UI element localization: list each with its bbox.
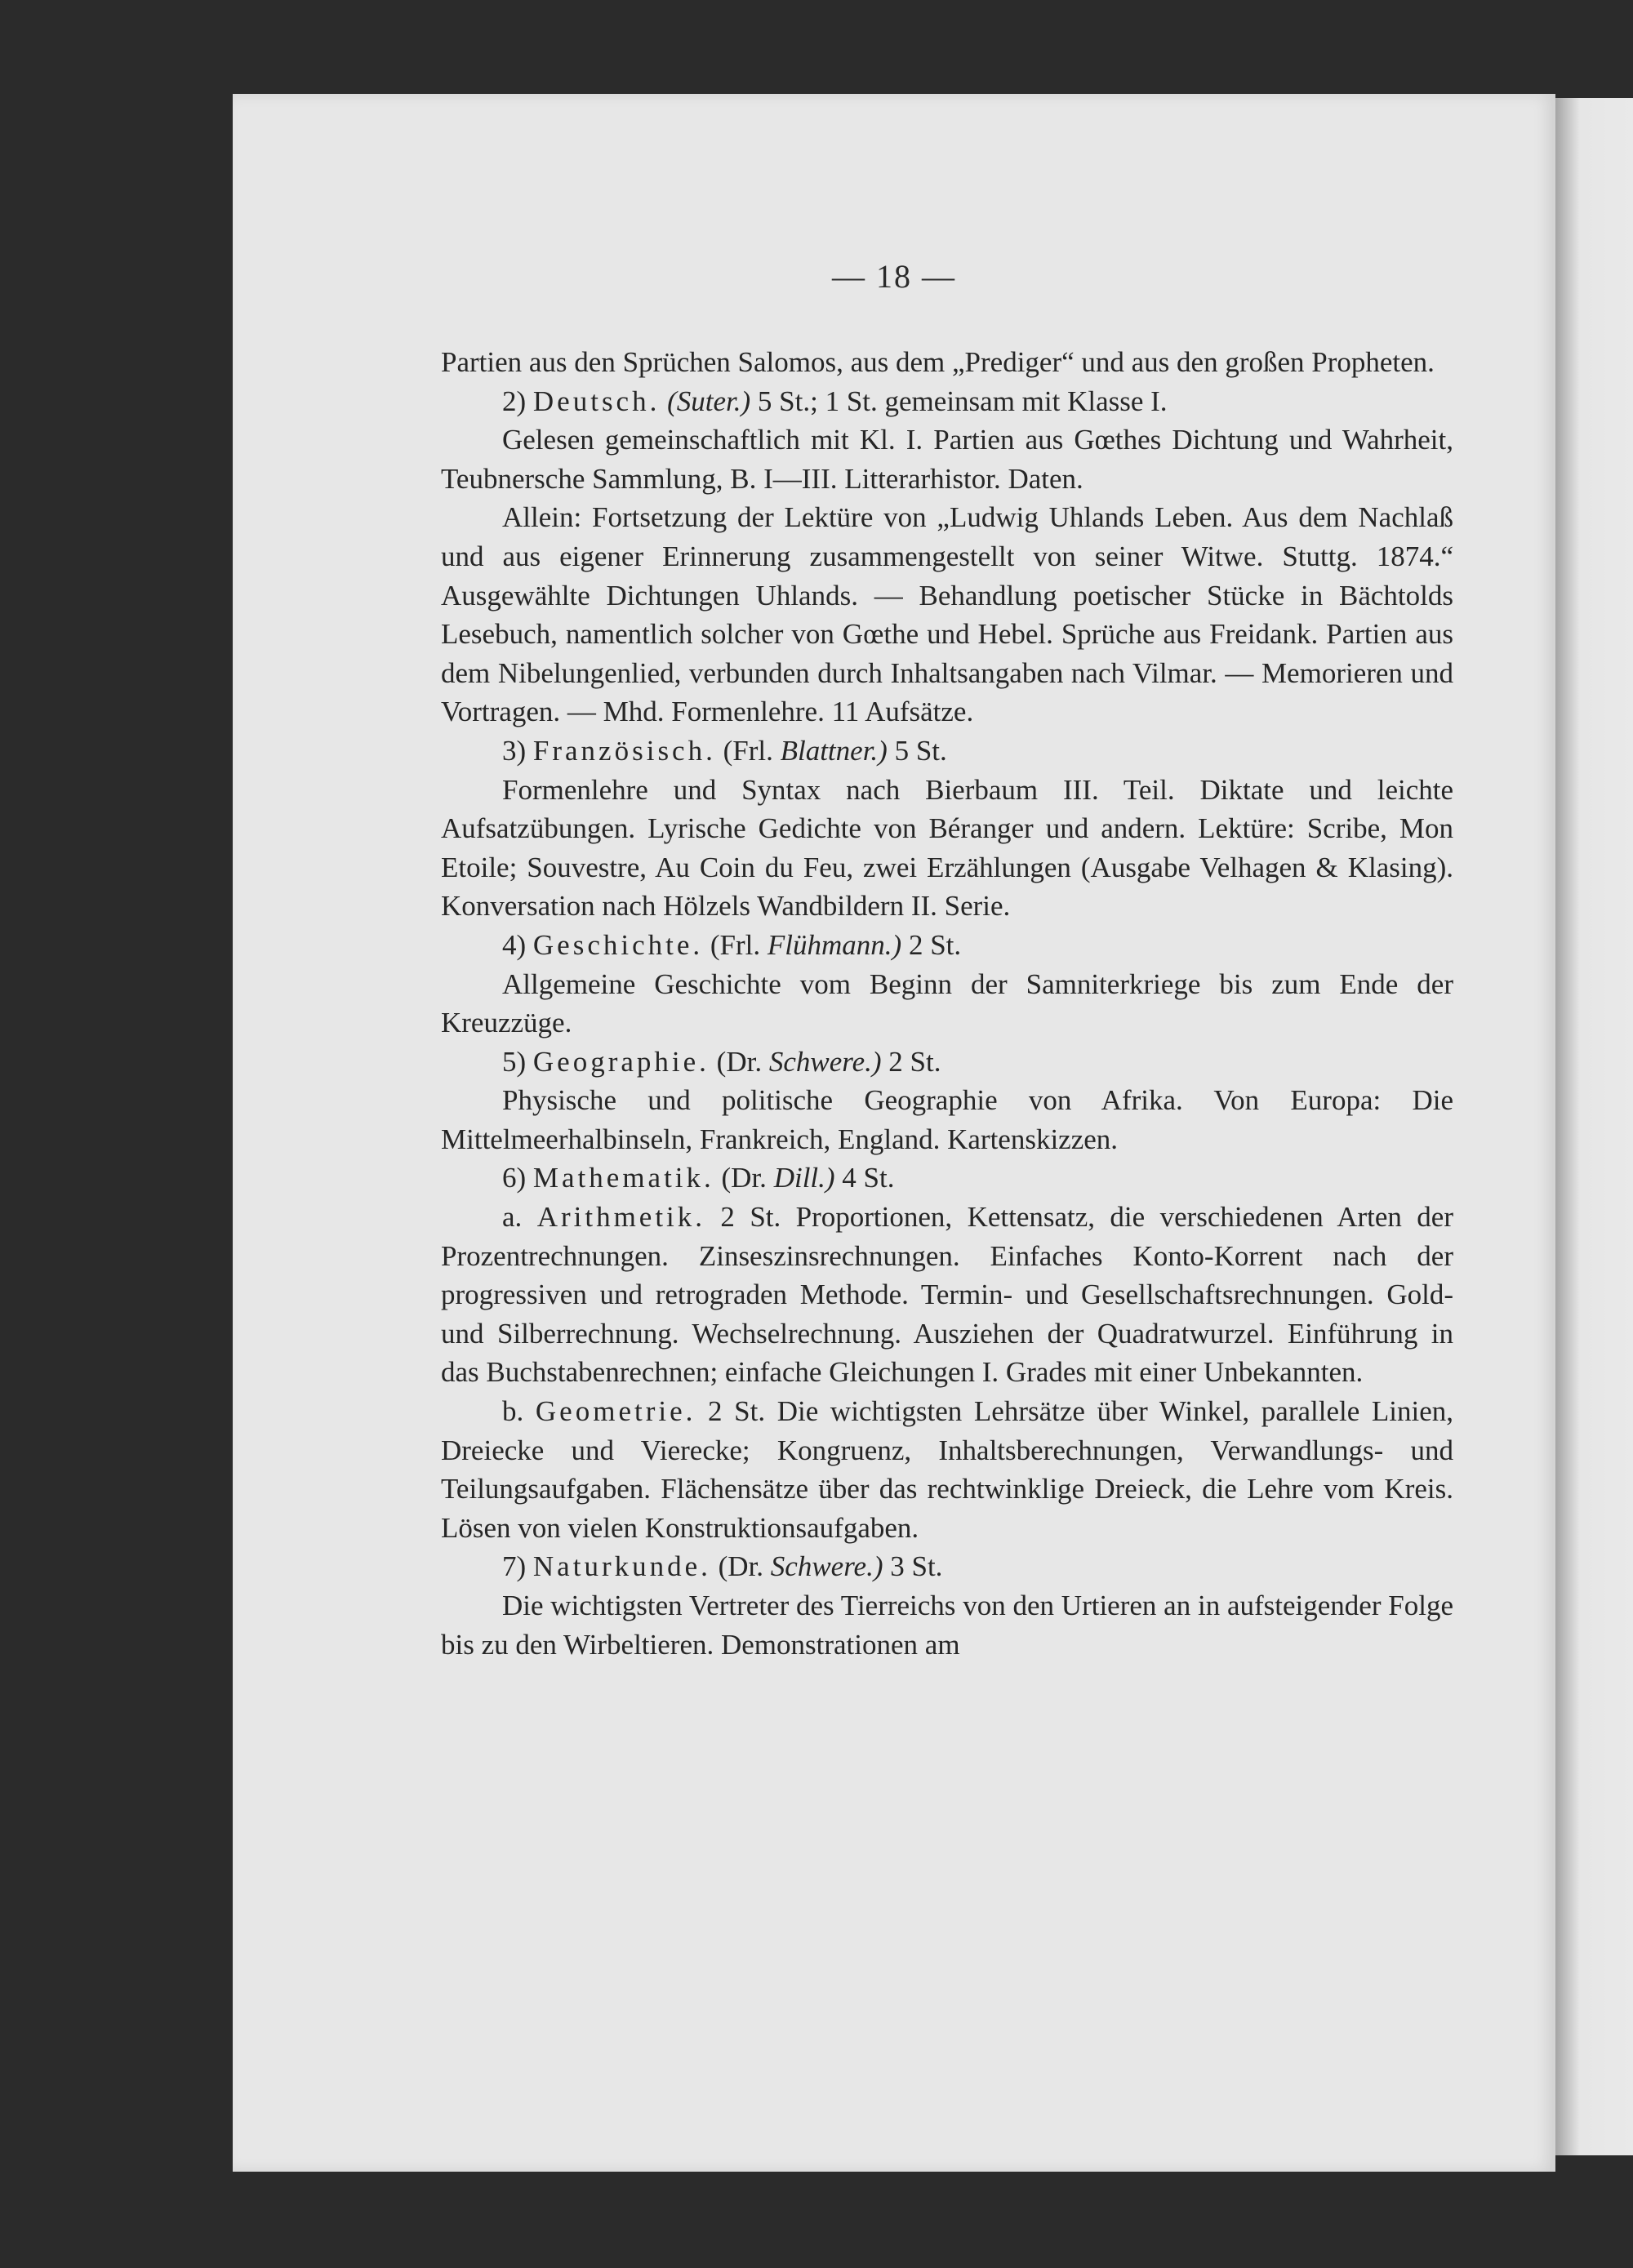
hours-info: 5 St.; 1 St. gemeinsam mit Klasse I. <box>750 385 1168 417</box>
paragraph-deutsch-2: Allein: Fortsetzung der Lektüre von „Ludwig Uhlands Leben. Aus dem Nachlaß und aus eigener Erinnerung zusammengestellt von seiner Witwe. Stuttg. 1874.“ Ausgewählte Dichtungen Uhlands. — Behandlung poetischer Stücke in Bächtolds Lesebuch, namentlich solcher von Gœthe und Hebel. Sprüche aus Freidank. Partien aus dem Nibelungenlied, verbunden durch Inhaltsangaben nach Vilmar. — Memorieren und Vortragen. — Mhd. Formenlehre. 11 Aufsätze. <box>441 501 1453 728</box>
subsection-label: b. <box>502 1395 536 1428</box>
subject-name: Geschichte. <box>532 928 704 961</box>
teacher-name: Schwere.) <box>768 1045 882 1078</box>
subject-name: Mathematik. <box>532 1162 714 1194</box>
subject-name: Geographie. <box>532 1045 710 1078</box>
section-heading-deutsch <box>441 382 1453 421</box>
teacher-prefix: (Dr. <box>710 1550 771 1583</box>
paragraph-arithmetik <box>441 1198 1453 1392</box>
page-number: — 18 — <box>832 258 956 295</box>
section-heading-naturkunde <box>441 1547 1453 1586</box>
teacher-name: (Suter.) <box>667 385 751 417</box>
teacher-prefix: (Frl. <box>715 734 781 767</box>
section-number: 2) <box>502 385 533 417</box>
section-heading-mathematik <box>441 1158 1453 1198</box>
paragraph-franzoesisch: Formenlehre und Syntax nach Bierbaum III. Teil. Diktate und leichte Aufsatzübungen. Lyrische Gedichte von Béranger und andern. Lektüre: Scribe, Mon Etoile; Souvestre, Au Coin du Feu, zwei Erzählungen (Ausgabe Velhagen & Klasing). Konversation nach Hölzels Wandbildern II. Serie. <box>441 773 1453 923</box>
subsection-text: 2 St. Proportionen, Kettensatz, die verschiedenen Arten der Prozentrechnungen. Zinseszinsrechnungen. Einfaches Konto-Korrent nach der progressiven und retrograden Methode. Termin- und Gesellschaftsrechnungen. Gold- und Silberrechnung. Wechselrechnung. Ausziehen der Quadratwurzel. Einführung in das Buchstabenrechnen; einfache Gleichungen I. Grades mit einer Unbekannten. <box>441 1201 1453 1389</box>
teacher-name: Schwere.) <box>770 1550 883 1583</box>
subject-name: Deutsch. <box>532 385 661 417</box>
section-heading-franzoesisch <box>441 732 1453 771</box>
teacher-prefix: (Dr. <box>709 1045 769 1078</box>
hours-info: 2 St. <box>901 928 962 961</box>
adjacent-page-edge <box>1551 98 1633 2155</box>
paragraph-geometrie <box>441 1392 1453 1547</box>
hours-info: 2 St. <box>881 1045 941 1078</box>
section-number: 3) <box>502 734 533 767</box>
subsection-text: 2 St. Die wichtigsten Lehrsätze über Winkel, parallele Linien, Dreiecke und Vierecke; Kongruenz, Inhaltsberechnungen, Verwandlungs- und Teilungsaufgaben. Flächensätze über das rechtwinklige Dreieck, die Lehre vom Kreis. Lösen von vielen Konstruktionsaufgaben. <box>441 1395 1454 1544</box>
paragraph-deutsch-1: Gelesen gemeinschaftlich mit Kl. I. Partien aus Gœthes Dichtung und Wahrheit, Teubnersche Sammlung, B. I—III. Litterarhistor. Daten. <box>441 424 1453 495</box>
paragraph-geographie: Physische und politische Geographie von Afrika. Von Europa: Die Mittelmeerhalbinseln, Frankreich, England. Kartenskizzen. <box>441 1084 1453 1155</box>
teacher-name: Blattner.) <box>780 734 888 767</box>
subject-name: Naturkunde. <box>532 1550 711 1583</box>
section-heading-geschichte <box>441 926 1453 965</box>
teacher-name: Flühmann.) <box>767 928 902 961</box>
section-number: 6) <box>502 1162 533 1194</box>
paragraph-naturkunde: Die wichtigsten Vertreter des Tierreichs von den Urtieren an in aufsteigender Folge bis zu den Wirbeltieren. Demonstrationen am <box>441 1590 1453 1661</box>
subsection-label: a. <box>502 1201 537 1234</box>
section-number: 4) <box>502 928 533 961</box>
paragraph-religion-continued: Partien aus den Sprüchen Salomos, aus dem „Prediger“ und aus den großen Propheten. <box>441 346 1435 378</box>
section-number: 7) <box>502 1550 533 1583</box>
hours-info: 5 St. <box>887 734 947 767</box>
document-page <box>233 94 1555 2172</box>
paragraph-geschichte: Allgemeine Geschichte vom Beginn der Samniterkriege bis zum Ende der Kreuzzüge. <box>441 967 1453 1039</box>
teacher-name: Dill.) <box>773 1162 835 1194</box>
body-text <box>441 343 1453 1664</box>
subsection-name: Geometrie. <box>535 1395 696 1428</box>
section-number: 5) <box>502 1045 533 1078</box>
subject-name: Französisch. <box>532 734 716 767</box>
hours-info: 4 St. <box>834 1162 895 1194</box>
subsection-name: Arithmetik. <box>536 1201 706 1234</box>
section-heading-geographie <box>441 1043 1453 1082</box>
teacher-prefix: (Frl. <box>703 928 768 961</box>
teacher-prefix: (Dr. <box>714 1162 774 1194</box>
hours-info: 3 St. <box>883 1550 943 1583</box>
